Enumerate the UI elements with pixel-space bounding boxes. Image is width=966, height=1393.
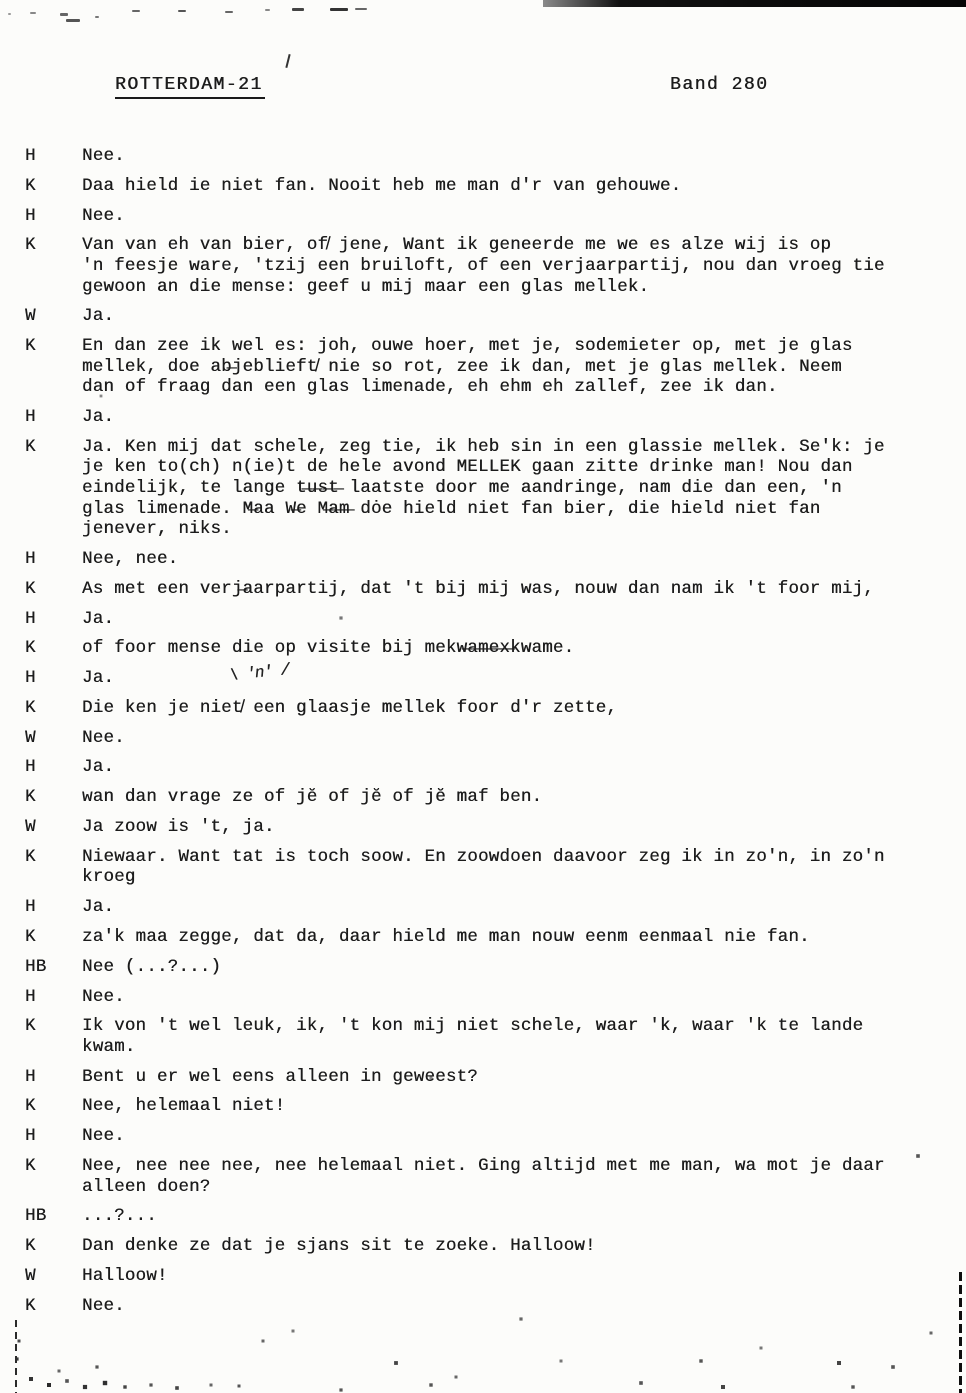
handwritten-insertion: \ 'n' / (228, 660, 290, 686)
dialogue-line: Ja. (82, 897, 115, 918)
scan-speck (355, 8, 367, 10)
dialogue-line: En dan zee ik wel es: joh, ouwe hoer, met je, sodemieter op, met je glas (82, 336, 853, 357)
dialogue-line: of foor mense die op visite bij mekw̶a̶m̶e̶x̶kwame. (82, 638, 575, 659)
dialogue-line: Nee. (82, 1126, 125, 1147)
dialogue-line: As met een verj̶aarpartij, dat 't bij mij was, nouw dan nam ik 't foor mij, (82, 578, 874, 599)
dialogue-entry (0, 897, 966, 918)
dialogue-entry (0, 176, 966, 197)
speaker-label: H (25, 205, 36, 226)
scan-speck (8, 13, 11, 15)
dialogue-line: Nee. (82, 986, 125, 1007)
dialogue-line: je ken to(ch) n(ie)t de hele avond MELLEK gaan zitte drinke man! Nou dan (82, 457, 853, 478)
speaker-label: K (25, 1096, 36, 1117)
dialogue-line: glas limenade. M̶aa W̶e M̶a̶m̶ dȯe hield niet fan bier, die hield niet fan (82, 498, 821, 519)
scan-top-bar (543, 0, 966, 7)
dialogue-line: Bent u er wel eens alleen in geweest? (82, 1066, 478, 1087)
dialogue-entry (0, 146, 966, 167)
dialogue-entry (0, 235, 966, 297)
dialogue-entry (0, 206, 966, 227)
speaker-label: K (25, 436, 36, 457)
dialogue-entry (0, 927, 966, 948)
dialogue-line: ...?... (82, 1206, 157, 1227)
dialogue-entry (0, 1096, 966, 1117)
dialogue-line: Nee, helemaal niet! (82, 1096, 286, 1117)
dialogue-entry (0, 336, 966, 398)
speaker-label: H (25, 1126, 36, 1147)
band-number: Band 280 (670, 75, 769, 95)
dialogue-line: Ja. (82, 668, 115, 689)
dialogue-entry (0, 957, 966, 978)
speaker-label: HB (25, 956, 47, 977)
speaker-label: W (25, 727, 36, 748)
scan-speck (95, 16, 99, 18)
dialogue-line: mellek, doe ab̶jeblieft̸ nie so rot, zee ik dan, met je glas mellek. Neem (82, 356, 842, 377)
dialogue-line: kroeg (82, 867, 136, 888)
dialogue-entry (0, 638, 966, 659)
scan-speck (265, 9, 270, 11)
dialogue-entry (0, 1016, 966, 1057)
scan-tick-mark (285, 54, 290, 68)
dialogue-line: jenever, niks. (82, 519, 232, 540)
dialogue-line: dan of fraag dan een glas limenade, eh ehm eh zallef, zee ik dan. (82, 377, 778, 398)
scan-speck (132, 10, 140, 12)
speaker-label: HB (25, 1206, 47, 1227)
dialogue-line: Nee. (82, 1295, 125, 1316)
dialogue-line: Nee. (82, 146, 125, 166)
dialogue-entry (0, 847, 966, 888)
speaker-label: K (25, 336, 36, 357)
scan-speck (330, 8, 348, 11)
transcript (0, 146, 966, 1326)
scan-speck (60, 13, 68, 16)
dialogue-entry (0, 306, 966, 327)
dialogue-line: Ja zoow is 't, ja. (82, 817, 275, 838)
speaker-label: K (25, 1236, 36, 1257)
speaker-label: K (25, 697, 36, 718)
speaker-label: H (25, 986, 36, 1007)
speaker-label: K (25, 1156, 36, 1177)
speaker-label: K (25, 175, 36, 196)
speaker-label: W (25, 817, 36, 838)
dialogue-entry (0, 549, 966, 570)
speaker-label: K (25, 846, 36, 867)
scan-speck (225, 11, 233, 13)
dialogue-line: Ja. Ken mij dat schele, zeg tie, ik heb sin in een glassie mellek. Se'k: je (82, 436, 885, 457)
speaker-label: K (25, 235, 36, 256)
dialogue-line: Daa hield ie niet fan. Nooit heb me man d'r van gehouwe. (82, 175, 682, 196)
dialogue-entry (0, 1296, 966, 1317)
speaker-label: W (25, 1265, 36, 1286)
speaker-label: K (25, 1295, 36, 1316)
dialogue-entry (0, 1067, 966, 1088)
dialogue-entry (0, 987, 966, 1008)
speaker-label: K (25, 926, 36, 947)
dialogue-line: Niewaar. Want tat is toch soow. En zoowdoen daavoor zeg ik in zo'n, in zo'n (82, 846, 885, 867)
dialogue-line: Halloow! (82, 1265, 168, 1286)
dialogue-entry (0, 437, 966, 540)
speaker-label: H (25, 1066, 36, 1087)
speaker-label: H (25, 897, 36, 918)
dialogue-entry (0, 609, 966, 630)
speaker-label: K (25, 578, 36, 599)
speaker-label: W (25, 306, 36, 327)
dialogue-entry (0, 1206, 966, 1227)
speaker-label: H (25, 549, 36, 569)
dialogue-entry (0, 1266, 966, 1287)
scan-speck (178, 10, 186, 12)
scan-left-edge-line (15, 1320, 17, 1393)
dialogue-line: Nee. (82, 727, 125, 748)
dialogue-line: Nee (...?...) (82, 956, 222, 977)
scan-speck (292, 8, 304, 11)
dialogue-line: Ik von 't wel leuk, ik, 't kon mij niet schele, waar 'k, waar 'k te lande (82, 1016, 864, 1037)
dialogue-line: Ja. (82, 306, 115, 327)
dialogue-line: 'n feesje ware, 'tzij een bruiloft, of een verjaarpartij, nou dan vroeg tie (82, 255, 885, 276)
speaker-label: H (25, 668, 36, 689)
speaker-label: K (25, 638, 36, 659)
speaker-label: K (25, 787, 36, 808)
dialogue-line: Nee, nee. (82, 549, 179, 569)
scan-speckle-noise (0, 0, 2, 2)
speaker-label: H (25, 757, 36, 778)
dialogue-line: alleen doen? (82, 1176, 211, 1197)
dialogue-entry (0, 698, 966, 719)
speaker-label: H (25, 146, 36, 166)
dialogue-line: za'k maa zegge, dat da, daar hield me man nouw eenm eenmaal nie fan. (82, 926, 810, 947)
dialogue-line: Nee. (82, 205, 125, 226)
dialogue-line: Ja. (82, 407, 115, 428)
dialogue-entry (0, 1236, 966, 1257)
dialogue-line: Van van eh van bier, of̸ jene, Want ik geneerde me we es alze wij is op (82, 235, 832, 256)
dialogue-line: kwam. (82, 1036, 136, 1057)
dialogue-entry (0, 579, 966, 600)
dialogue-entry (0, 407, 966, 428)
scan-speck (66, 19, 80, 22)
dialogue-entry (0, 728, 966, 749)
dialogue-line: eindelijk, te lange t̶u̶s̶t̶ laatste door me aandringe, nam die dan een, 'n (82, 478, 842, 499)
speaker-label: H (25, 608, 36, 629)
speaker-label: K (25, 1016, 36, 1037)
dialogue-line: Ja. (82, 757, 115, 778)
dialogue-entry (0, 1156, 966, 1197)
dialogue-line: Die ken je niet̸ een glaasje mellek foor d'r zette, (82, 697, 618, 718)
dialogue-entry (0, 668, 966, 689)
dialogue-line: Ja. (82, 608, 115, 629)
dialogue-line: Nee, nee nee nee, nee helemaal niet. Ging altijd met me man, wa mot je daar (82, 1156, 885, 1177)
dialogue-line: gewoon an die mense: geef u mij maar een glas mellek. (82, 276, 650, 297)
dialogue-line: wan dan vrage ze of jĕ of jĕ of jĕ maf ben. (82, 787, 543, 808)
speaker-label: H (25, 407, 36, 428)
scan-speck (30, 12, 36, 14)
page-title: ROTTERDAM-21 (115, 75, 265, 99)
dialogue-entry (0, 1126, 966, 1147)
dialogue-entry (0, 757, 966, 778)
dialogue-entry (0, 817, 966, 838)
dialogue-line: Dan denke ze dat je sjans sit te zoeke. Halloow! (82, 1236, 596, 1257)
dialogue-entry (0, 787, 966, 808)
